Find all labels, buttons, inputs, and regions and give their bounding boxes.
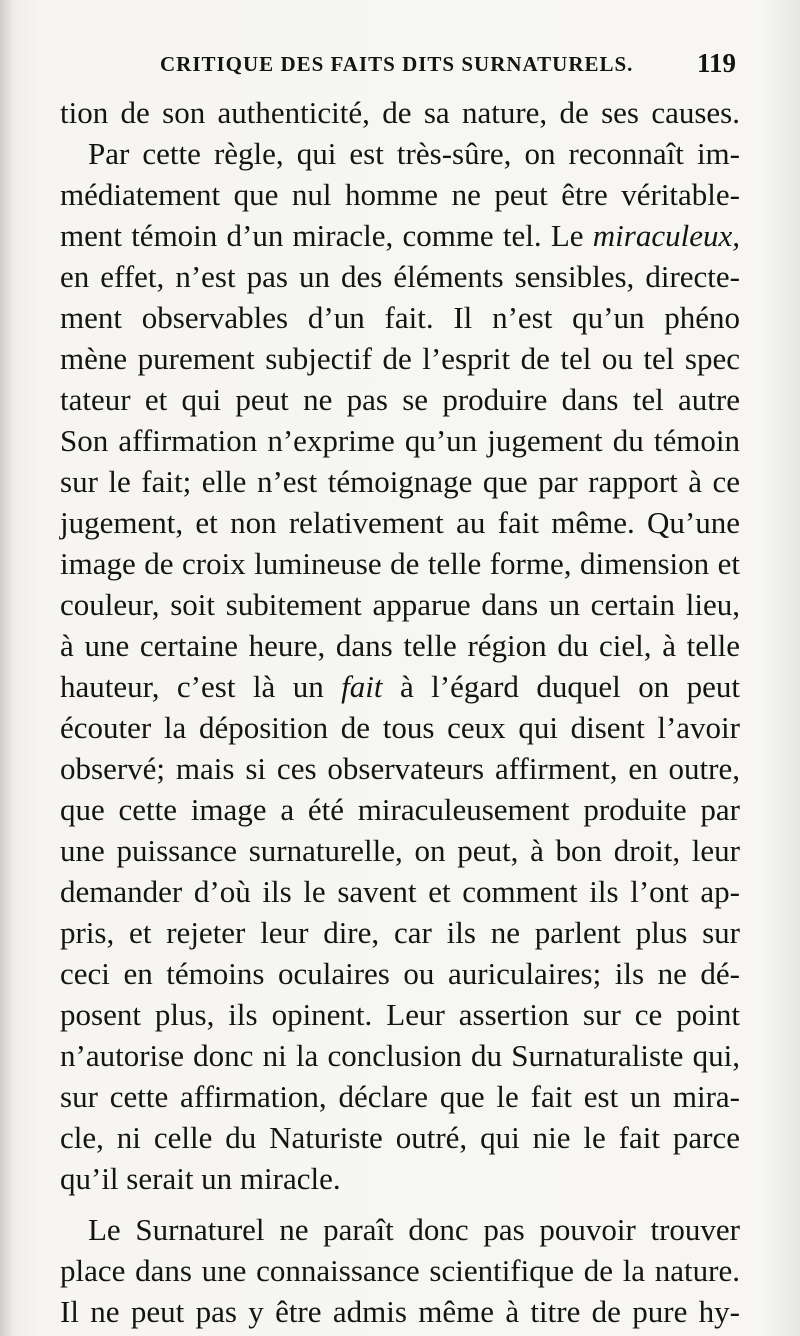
text-line: mène purement subjectif de l’esprit de tel ou tel spec [60,341,740,376]
text-line: jugement, et non relativement au fait même. Qu’une [60,505,740,540]
text-line: Il ne peut pas y être admis même à titre de pure hy- [60,1294,740,1329]
text-line: Par cette règle, qui est très-sûre, on reconnaît im- [88,136,740,171]
body-text [60,92,740,1332]
text-line [60,215,740,256]
text-line: demander d’où ils le savent et comment ils l’ont ap- [60,874,740,909]
text-line: en effet, n’est pas un des éléments sensibles, directe- [60,259,740,294]
text-line: n’autorise donc ni la conclusion du Surnaturaliste qui, [60,1038,740,1073]
text-line: qu’il serait un miracle. [60,1161,341,1196]
text-line: ceci en témoins oculaires ou auriculaires; ils ne dé- [60,956,740,991]
italic-term: fait [341,669,383,704]
text-line: pris, et rejeter leur dire, car ils ne parlent plus sur [60,915,740,950]
line-fragment: hauteur, c’est là un [60,669,324,704]
running-title: CRITIQUE DES FAITS DITS SURNATURELS. [160,52,634,76]
text-line: image de croix lumineuse de telle forme, dimension et [60,546,740,581]
text-line: Son affirmation n’exprime qu’un jugement du témoin [60,423,740,458]
text-line: observé; mais si ces observateurs affirment, en outre, [60,751,740,786]
line-fragment: à l’égard duquel on peut [399,669,741,704]
text-line: sur le fait; elle n’est témoignage que par rapport à ce [60,464,740,499]
text-line: médiatement que nul homme ne peut être véritable- [60,177,740,212]
text-line: écouter la déposition de tous ceux qui disent l’avoir [60,710,740,745]
running-head [60,48,736,84]
paragraph-gap [60,1199,740,1209]
line-fragment: ment témoin d’un miracle, comme tel. Le [60,218,584,253]
text-line: tateur et qui peut ne pas se produire dans tel autre [60,382,740,417]
text-line: place dans une connaissance scientifique de la nature. [60,1253,740,1288]
text-line: que cette image a été miraculeusement produite par [60,792,740,827]
text-line: tion de son authenticité, de sa nature, de ses causes. [60,95,740,130]
text-line: Le Surnaturel ne paraît donc pas pouvoir trouver [88,1212,740,1247]
text-line: cle, ni celle du Naturiste outré, qui nie le fait parce [60,1120,740,1155]
italic-term: miraculeux, [592,218,740,253]
page-number: 119 [696,48,736,78]
text-line: une puissance surnaturelle, on peut, à bon droit, leur [60,833,740,868]
text-line: sur cette affirmation, déclare que le fait est un mira- [60,1079,740,1114]
text-line: posent plus, ils opinent. Leur assertion sur ce point [60,997,740,1032]
text-line: ment observables d’un fait. Il n’est qu’un phéno [60,300,740,335]
text-line: couleur, soit subitement apparue dans un certain lieu, [60,587,740,622]
text-line [60,666,740,707]
text-line: à une certaine heure, dans telle région du ciel, à telle [60,628,740,663]
